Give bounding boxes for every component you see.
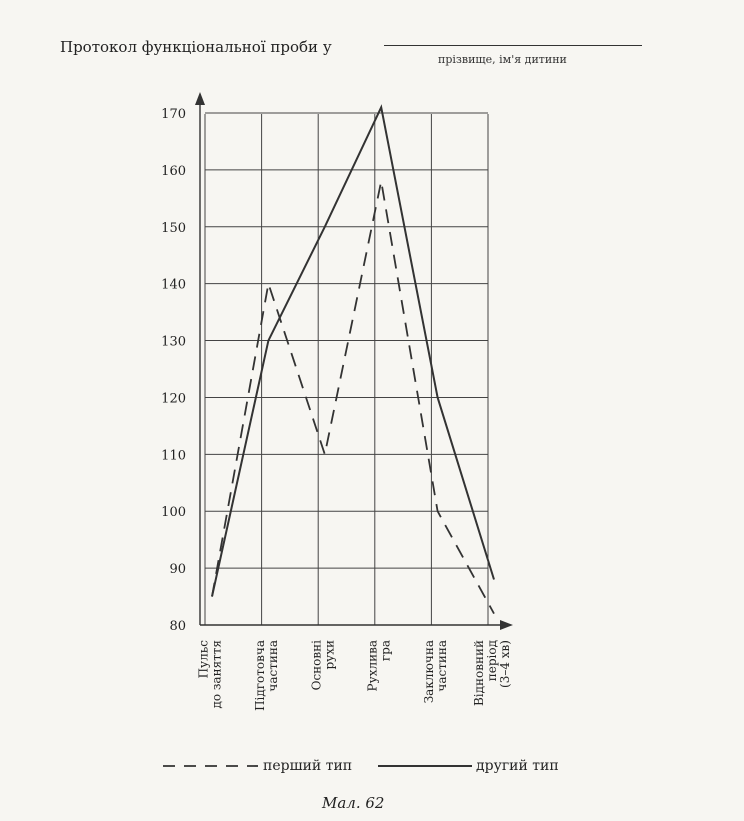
x-tick-line-5-1: період (485, 640, 499, 682)
x-tick-line-0-1: до заняття (209, 640, 224, 709)
y-tick-label-120: 120 (161, 391, 186, 407)
x-tick-label-2 (309, 640, 336, 691)
x-tick-line-3-0: Рухлива (365, 640, 380, 692)
protocol-title: Протокол функціональної проби у (60, 38, 332, 56)
y-tick-label-170: 170 (161, 107, 186, 122)
x-tick-line-1-0: Підготовча (252, 640, 267, 711)
x-tick-line-2-0: Основні (309, 640, 324, 691)
x-tick-line-1-1: частина (265, 640, 280, 692)
chart-grid (205, 113, 488, 625)
x-tick-label-1 (253, 640, 280, 711)
x-tick-line-2-1: рухи (322, 640, 337, 670)
y-axis-arrow (195, 92, 205, 105)
y-tick-label-130: 130 (161, 334, 186, 350)
figure-caption: Мал. 62 (322, 794, 385, 812)
x-tick-label-5 (472, 640, 512, 706)
x-axis-ticks (197, 640, 513, 711)
x-tick-line-5-2: (3–4 хв) (498, 640, 512, 688)
x-tick-label-0 (197, 640, 224, 709)
x-tick-label-3 (366, 640, 393, 691)
x-axis-arrow (500, 620, 513, 630)
x-tick-line-0-0: Пульс (196, 640, 211, 679)
x-tick-line-4-1: частина (435, 640, 450, 692)
series-line-second-type (212, 107, 494, 596)
x-tick-line-5-0: Відновний (472, 640, 486, 707)
y-tick-label-160: 160 (161, 163, 186, 179)
chart-axes (195, 92, 513, 630)
y-axis-ticks (161, 107, 186, 634)
chart-legend (163, 758, 559, 774)
x-tick-line-4-0: Заключна (422, 640, 437, 704)
x-tick-label-4 (422, 640, 449, 703)
name-field-hint: прізвище, ім'я дитини (438, 53, 567, 66)
chart-series (212, 107, 494, 613)
y-tick-label-80: 80 (169, 619, 186, 634)
x-tick-line-3-1: гра (378, 640, 393, 662)
legend-label-second: другий тип (476, 758, 559, 774)
y-tick-label-90: 90 (169, 562, 186, 578)
legend-label-first: перший тип (263, 758, 353, 774)
y-tick-label-100: 100 (161, 505, 186, 521)
y-tick-label-150: 150 (161, 220, 186, 236)
y-tick-label-140: 140 (161, 277, 186, 293)
y-tick-label-110: 110 (161, 448, 186, 464)
